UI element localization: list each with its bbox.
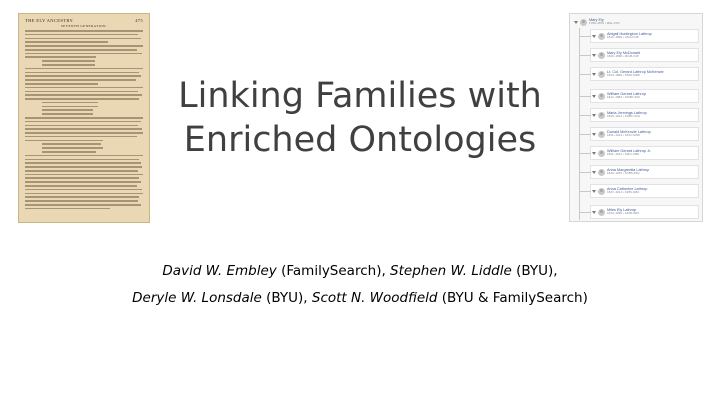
book-text-line <box>25 181 141 183</box>
author-affiliation: (BYU), <box>511 263 558 279</box>
author-name: David W. Embley <box>162 263 277 279</box>
person-icon <box>598 52 605 59</box>
tree-person-dates: 1824–1899 • K84N-MR8 <box>607 73 640 78</box>
tree-person <box>592 109 647 121</box>
slide-title <box>160 74 560 162</box>
book-text-line <box>25 132 143 134</box>
person-icon <box>598 71 605 78</box>
book-text-line <box>42 113 94 115</box>
person-icon <box>598 131 605 138</box>
tree-connector <box>579 153 591 154</box>
tree-person-name: Lt. Col. Gerard Lathrop McKenzie <box>607 69 664 74</box>
book-text-line <box>25 34 138 36</box>
person-icon <box>598 33 605 40</box>
slide-title-line1: Linking Families with <box>178 76 542 116</box>
tree-person <box>592 185 647 197</box>
book-text-line <box>42 151 96 153</box>
person-icon <box>598 93 605 100</box>
tree-person-name: Donald McKenzie Lathrop <box>607 129 651 134</box>
book-text-line <box>25 170 138 172</box>
tree-connector <box>579 191 591 192</box>
tree-person-name: Abigail Huntington Lathrop <box>607 31 652 36</box>
book-text-line <box>25 200 138 202</box>
tree-person-dates: 1841–1912 • K2F1-XBR <box>607 152 640 157</box>
book-text-line <box>25 140 103 142</box>
book-text-line <box>25 155 143 157</box>
book-text-line <box>42 102 99 104</box>
book-text-line <box>25 98 139 100</box>
tree-person <box>592 206 639 218</box>
tree-root-name: Mary Ely <box>589 17 604 22</box>
book-page-header <box>25 18 143 23</box>
book-text-line <box>25 79 136 81</box>
book-page-text <box>25 30 143 218</box>
chevron-down-icon <box>592 190 596 193</box>
tree-person <box>592 166 649 178</box>
chevron-down-icon <box>592 171 596 174</box>
tree-connector <box>579 115 591 116</box>
chevron-down-icon <box>592 211 596 214</box>
book-page-image <box>18 13 150 223</box>
author-affiliation: (BYU & FamilySearch) <box>437 290 588 306</box>
book-text-line <box>25 125 138 127</box>
book-text-line <box>25 83 98 85</box>
author-affiliation: (FamilySearch), <box>276 263 391 279</box>
tree-root-dates: 1789–1876 • M9L-XXX <box>589 21 620 26</box>
person-icon <box>580 19 587 26</box>
book-text-line <box>25 136 137 138</box>
book-text-line <box>25 49 137 51</box>
book-page-subheader: SEVENTH GENERATION. <box>60 24 108 28</box>
tree-person-dates: 1841–1914 • KZSY-MN8 <box>607 133 640 138</box>
tree-person-name: Anna Margaretta Lathrop <box>607 167 650 172</box>
tree-connector <box>579 36 591 37</box>
book-text-line <box>25 30 143 32</box>
chevron-down-icon <box>592 54 596 57</box>
book-text-line <box>25 53 142 55</box>
family-tree-image <box>569 13 703 222</box>
book-text-line <box>25 117 143 119</box>
chevron-down-icon <box>574 21 578 24</box>
book-text-line <box>42 109 94 111</box>
tree-root <box>574 16 620 28</box>
book-text-line <box>42 147 103 149</box>
slide-title-line2: Enriched Ontologies <box>183 120 537 160</box>
book-text-line <box>42 64 95 66</box>
tree-person-dates: 1836–1914 • KHBC-9VG <box>607 114 641 119</box>
book-text-line <box>25 196 139 198</box>
author-name: Scott N. Woodfield <box>311 290 438 306</box>
tree-person <box>592 68 664 80</box>
tree-person <box>592 49 640 61</box>
book-text-line <box>25 208 110 210</box>
tree-connector <box>579 172 591 173</box>
book-text-line <box>25 193 143 195</box>
tree-person-dates: 1813–1830 • LZ2R-9W1 <box>607 211 640 216</box>
author-name: Deryle W. Lonsdale <box>132 290 262 306</box>
tree-person-name: Anna Catherine Lathrop <box>607 186 648 191</box>
tree-person <box>592 90 646 102</box>
tree-person <box>592 128 651 140</box>
chevron-down-icon <box>592 133 596 136</box>
tree-person-dates: 1847–1914 • KZ8V-GB4 <box>607 190 640 195</box>
tree-person-dates: 1826–1898 • 2DLB-X4P <box>607 54 639 59</box>
person-icon <box>598 150 605 157</box>
book-text-line <box>42 106 99 108</box>
tree-person <box>592 30 652 42</box>
book-text-line <box>25 41 108 43</box>
book-text-line <box>25 189 142 191</box>
tree-person-name: William Gerard Lathrop Jr. <box>607 148 652 153</box>
book-text-line <box>42 143 101 145</box>
book-text-line <box>25 185 137 187</box>
book-text-line <box>25 56 96 58</box>
tree-connector <box>579 212 591 213</box>
tree-person-name: William Gerard Lathrop <box>607 91 647 96</box>
book-text-line <box>25 204 141 206</box>
person-icon <box>598 209 605 216</box>
book-page-header-left: THE ELY ANCESTRY. <box>25 18 74 23</box>
tree-person-dates: 1844–1915 • KXBS-Z5Q <box>607 171 640 176</box>
tree-connector <box>579 134 591 135</box>
person-icon <box>598 169 605 176</box>
book-text-line <box>25 91 138 93</box>
tree-person-name: Mary Ely McDonald <box>607 50 640 55</box>
tree-person <box>592 147 651 159</box>
tree-person-name: Miles Ely Lathrop <box>607 207 637 212</box>
author-affiliation: (BYU), <box>261 290 312 306</box>
book-text-line <box>25 45 143 47</box>
authors-line-2 <box>0 290 720 306</box>
authors-line-1 <box>0 263 720 279</box>
tree-connector <box>579 96 591 97</box>
book-text-line <box>25 177 139 179</box>
chevron-down-icon <box>592 35 596 38</box>
book-text-line <box>25 162 141 164</box>
book-text-line <box>25 94 142 96</box>
book-text-line <box>25 128 142 130</box>
chevron-down-icon <box>592 114 596 117</box>
book-text-line <box>25 166 142 168</box>
author-name: Stephen W. Liddle <box>390 263 512 279</box>
tree-person-dates: 1810–1899 • LZHH-C3F <box>607 35 640 40</box>
person-icon <box>598 188 605 195</box>
person-icon <box>598 112 605 119</box>
book-text-line <box>25 159 139 161</box>
chevron-down-icon <box>592 152 596 155</box>
book-text-line <box>25 174 143 176</box>
tree-person-name: Maria Jennings Lathrop <box>607 110 647 115</box>
chevron-down-icon <box>592 73 596 76</box>
book-text-line <box>25 75 141 77</box>
tree-connector <box>579 74 591 75</box>
book-text-line <box>25 68 143 70</box>
tree-connector <box>579 55 591 56</box>
book-text-line <box>25 87 143 89</box>
book-text-line <box>25 38 141 40</box>
book-text-line <box>25 72 139 74</box>
book-text-line <box>42 60 95 62</box>
book-text-line <box>25 121 141 123</box>
book-page-number: 475 <box>135 18 143 23</box>
tree-person-dates: 1812–1882 • KWZP-3S9 <box>607 95 640 100</box>
chevron-down-icon <box>592 95 596 98</box>
